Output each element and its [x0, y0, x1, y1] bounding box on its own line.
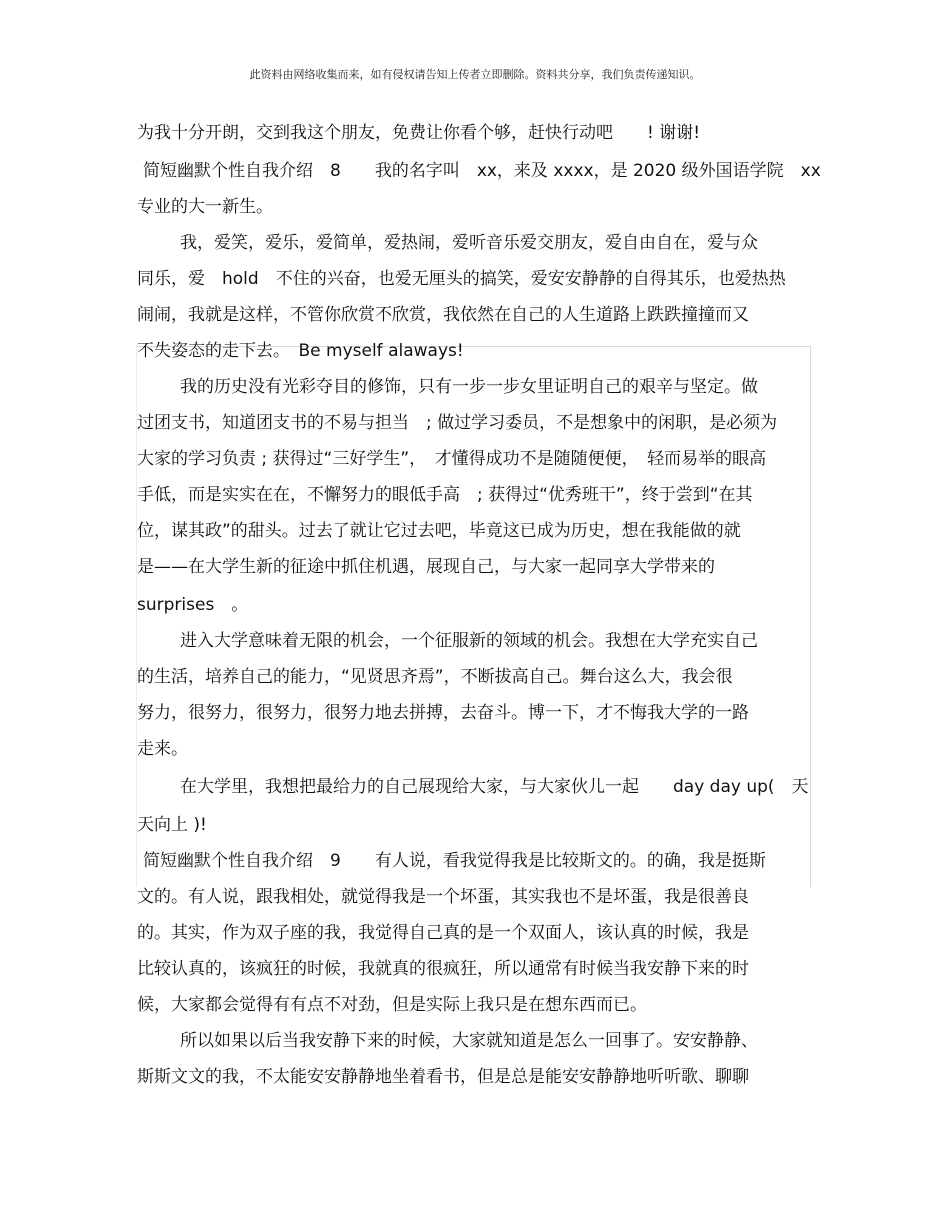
text-line: 斯斯文文的我，不太能安安静静地坐着看书，但是总是能安安静静地听听歌、聊聊 — [137, 1067, 749, 1087]
text-line: 天向上 )! — [137, 815, 207, 835]
text-line: 闹闹，我就是这样，不管你欣赏不欣赏，我依然在自己的人生道路上跌跌撞撞而又 — [137, 305, 749, 325]
text-line: 比较认真的，该疯狂的时候，我就真的很疯狂，所以通常有时候当我安静下来的时 — [137, 959, 749, 979]
text-line: 候，大家都会觉得有有点不对劲，但是实际上我只是在想东西而已。 — [137, 995, 647, 1015]
text-line: 大家的学习负责 ; 获得过“三好学生”， 才懂得成功不是随随便便， 轻而易举的眼高 — [137, 449, 767, 469]
text-line: 手低，而是实实在在，不懈努力的眼低手高 ; 获得过“优秀班干”，终于尝到“在其 — [137, 485, 753, 505]
paragraph-start: 在大学里，我想把最给力的自己展现给大家，与大家伙儿一起 day day up( 天 — [180, 777, 809, 797]
text-line: 的。其实，作为双子座的我，我觉得自己真的是一个双面人，该认真的时候，我是 — [137, 923, 749, 943]
text-line: 专业的大一新生。 — [137, 197, 273, 217]
section-heading-8: 简短幽默个性自我介绍 8 我的名字叫 xx，来及 xxxx，是 2020 级外国语学院 xx — [143, 161, 821, 181]
text-line: 为我十分开朗，交到我这个朋友，免费让你看个够，赶快行动吧 ! 谢谢! — [137, 123, 701, 143]
text-line: 的生活，培养自己的能力，“见贤思齐焉”，不断拔高自己。舞台这么大，我会很 — [137, 667, 733, 687]
paragraph-start: 所以如果以后当我安静下来的时候，大家就知道是怎么一回事了。安安静静、 — [180, 1031, 758, 1051]
text-line: 走来。 — [137, 739, 188, 759]
text-line: 文的。有人说，跟我相处，就觉得我是一个坏蛋，其实我也不是坏蛋，我是很善良 — [137, 887, 749, 907]
text-line: 同乐，爱 hold 不住的兴奋，也爱无厘头的搞笑，爱安安静静的自得其乐，也爱热热 — [137, 269, 786, 289]
text-line: 不失姿态的走下去。 Be myself alaways! — [137, 341, 464, 361]
page-header-notice: 此资料由网络收集而来，如有侵权请告知上传者立即删除。资料共分享，我们负责传递知识。 — [249, 68, 701, 81]
paragraph-start: 进入大学意味着无限的机会，一个征服新的领域的机会。我想在大学充实自己 — [180, 631, 758, 651]
text-line: surprises 。 — [137, 595, 249, 615]
text-line: 是——在大学生新的征途中抓住机遇，展现自己，与大家一起同享大学带来的 — [137, 557, 715, 577]
text-line: 位，谋其政”的甜头。过去了就让它过去吧，毕竟这已成为历史，想在我能做的就 — [137, 521, 741, 541]
text-line: 过团支书，知道团支书的不易与担当 ; 做过学习委员，不是想象中的闲职，是必须为 — [137, 413, 778, 433]
section-heading-9: 简短幽默个性自我介绍 9 有人说，看我觉得我是比较斯文的。的确，我是挺斯 — [143, 851, 766, 871]
text-line: 努力，很努力，很努力，很努力地去拼搏，去奋斗。博一下，才不悔我大学的一路 — [137, 703, 749, 723]
paragraph-start: 我的历史没有光彩夺目的修饰，只有一步一步女里证明自己的艰辛与坚定。做 — [180, 377, 758, 397]
paragraph-start: 我，爱笑，爱乐，爱简单，爱热闹，爱听音乐爱交朋友，爱自由自在，爱与众 — [180, 233, 758, 253]
